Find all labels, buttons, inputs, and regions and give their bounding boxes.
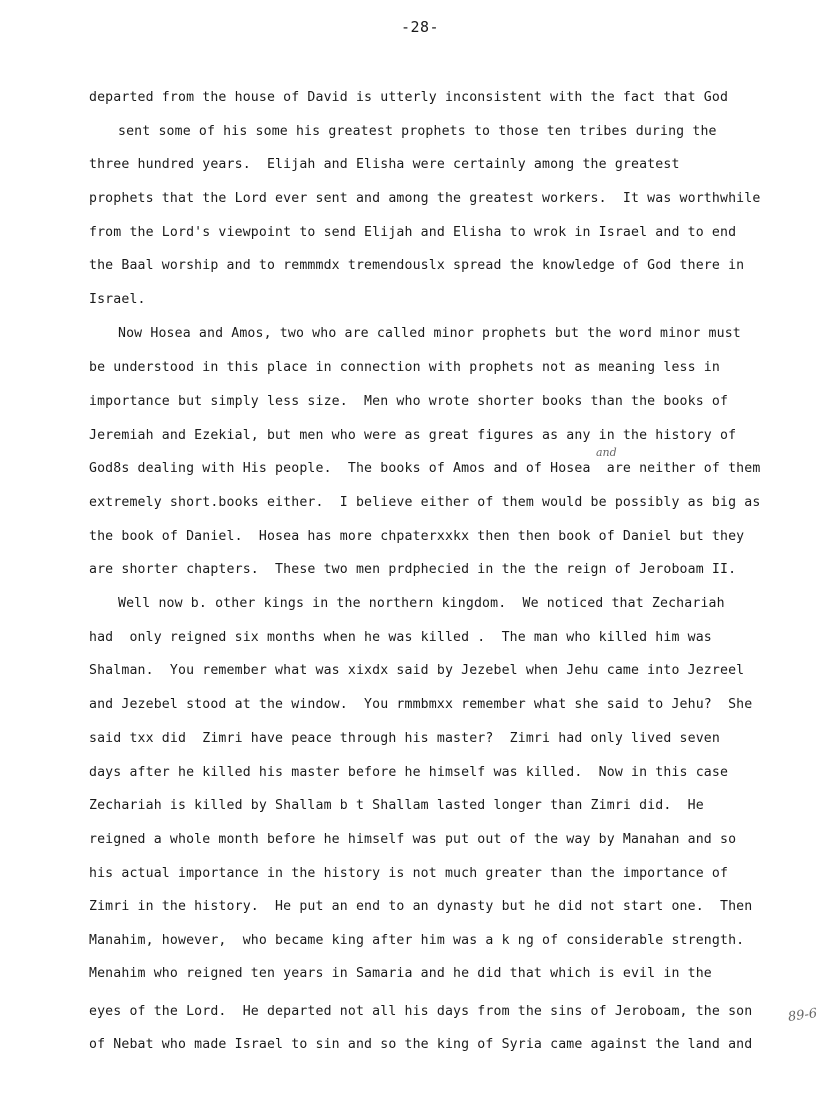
text-line: prophets that the Lord ever sent and among the greatest workers. It was worthwhile [89, 191, 761, 206]
text-line: Manahim, however, who became king after him was a k ng of considerable strength. [89, 933, 745, 948]
text-line: three hundred years. Elijah and Elisha were certainly among the greatest [89, 157, 680, 172]
text-line: had only reigned six months when he was killed . The man who killed him was [89, 630, 712, 645]
text-line: Israel. [89, 292, 146, 307]
text-line: his actual importance in the history is not much greater than the importance of [89, 866, 729, 881]
text-line: importance but simply less size. Men who wrote shorter books than the books of [89, 394, 729, 409]
text-line: reigned a whole month before he himself was put out of the way by Manahan and so [89, 832, 737, 847]
text-line: Zimri in the history. He put an end to an dynasty but he did not start one. Then [89, 899, 753, 914]
text-line: Menahim who reigned ten years in Samaria and he did that which is evil in the [89, 966, 712, 981]
text-line: extremely short.books either. I believe either of them would be possibly as big as [89, 495, 761, 510]
handwritten-insertion: and [596, 446, 617, 459]
text-line: days after he killed his master before he himself was killed. Now in this case [89, 765, 729, 780]
text-line: the Baal worship and to remmmdx tremendouslx spread the knowledge of God there in [89, 258, 745, 273]
text-line: said txx did Zimri have peace through his master? Zimri had only lived seven [89, 731, 720, 746]
text-line: and Jezebel stood at the window. You rmmbmxx remember what she said to Jehu? She [89, 697, 753, 712]
text-line: the book of Daniel. Hosea has more chpaterxxkx then then book of Daniel but they [89, 529, 745, 544]
text-line: of Nebat who made Israel to sin and so the king of Syria came against the land and [89, 1037, 753, 1052]
text-line: departed from the house of David is utterly inconsistent with the fact that God [89, 90, 729, 105]
text-line: be understood in this place in connection with prophets not as meaning less in [89, 360, 720, 375]
text-line: eyes of the Lord. He departed not all his days from the sins of Jeroboam, the son [89, 1004, 753, 1019]
text-line: Zechariah is killed by Shallam b t Shallam lasted longer than Zimri did. He [89, 798, 704, 813]
text-line: Well now b. other kings in the northern kingdom. We noticed that Zechariah [118, 596, 725, 611]
handwritten-margin-note: 89-6 [787, 1006, 819, 1025]
text-line: Jeremiah and Ezekial, but men who were as great figures as any in the history of [89, 428, 737, 443]
text-line: Now Hosea and Amos, two who are called minor prophets but the word minor must [118, 326, 741, 341]
text-line: Shalman. You remember what was xixdx said by Jezebel when Jehu came into Jezreel [89, 663, 745, 678]
text-line: sent some of his some his greatest prophets to those ten tribes during the [118, 124, 717, 139]
page-number: -28- [400, 18, 440, 36]
text-line: from the Lord's viewpoint to send Elijah and Elisha to wrok in Israel and to end [89, 225, 737, 240]
text-line: are shorter chapters. These two men prdphecied in the the reign of Jeroboam II. [89, 562, 737, 577]
text-line: God8s dealing with His people. The books of Amos and of Hosea are neither of them [89, 461, 761, 476]
